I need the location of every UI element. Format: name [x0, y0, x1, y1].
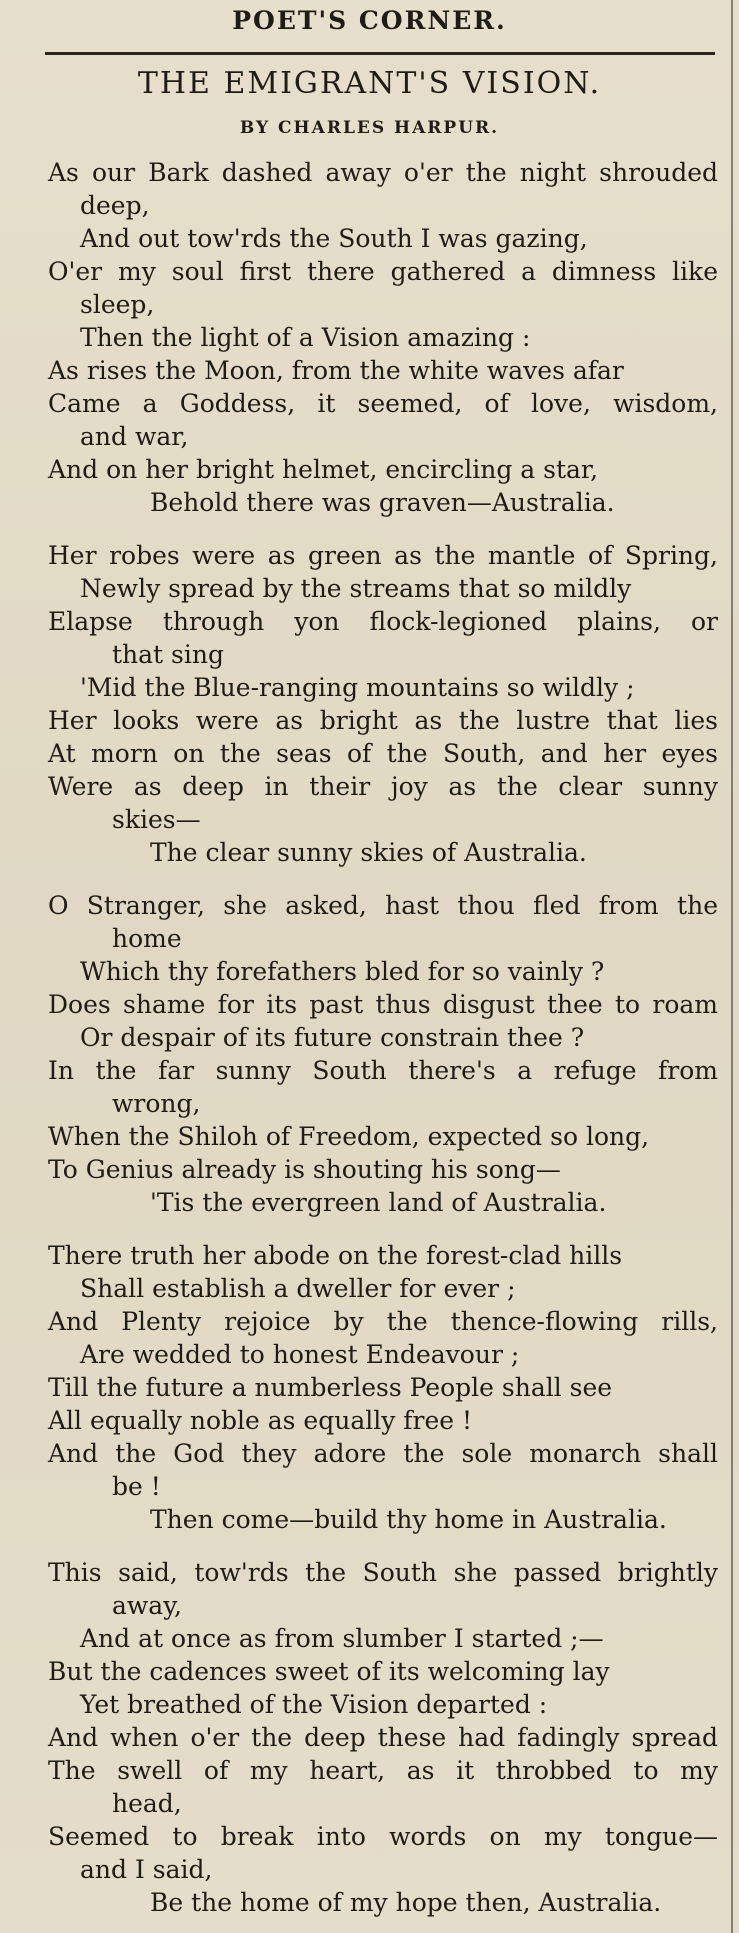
poem-line: Newly spread by the streams that so mildly [80, 574, 632, 603]
poem-line: When the Shiloh of Freedom, expected so long, [48, 1122, 650, 1151]
poem-line: The clear sunny skies of Australia. [150, 838, 587, 867]
poem-line: Came a Goddess, it seemed, of love, wisdom, [48, 389, 718, 418]
poem-line: There truth her abode on the forest-clad hills [48, 1241, 623, 1270]
poem-line: And on her bright helmet, encircling a star, [48, 455, 599, 484]
poem-line: At morn on the seas of the South, and her eyes [48, 739, 718, 768]
poem-title: THE EMIGRANT'S VISION. [137, 66, 602, 101]
poem-line: And out tow'rds the South I was gazing, [80, 224, 588, 253]
poem-line: And Plenty rejoice by the thence-flowing rills, [48, 1307, 718, 1336]
poem-line: home [112, 924, 182, 953]
poem-line: This said, tow'rds the South she passed brightly [48, 1558, 718, 1587]
poem-line: And when o'er the deep these had fadingly spread [48, 1723, 718, 1752]
poem-line: Her looks were as bright as the lustre that lies [48, 706, 718, 735]
poem-line: and war, [80, 422, 189, 451]
poem-line: deep, [80, 191, 150, 220]
poem-line: The swell of my heart, as it throbbed to my [48, 1756, 718, 1785]
poem-line: away, [112, 1591, 182, 1620]
poem-line: Elapse through yon flock-legioned plains, or [48, 607, 718, 636]
poem-line: O'er my soul first there gathered a dimness like [48, 257, 718, 286]
poem-line: All equally noble as equally free ! [48, 1406, 473, 1435]
poem-line: Are wedded to honest Endeavour ; [80, 1340, 520, 1369]
poem-line: As our Bark dashed away o'er the night shrouded [48, 158, 718, 187]
poem-line: wrong, [112, 1089, 201, 1118]
poem-line: Which thy forefathers bled for so vainly ? [80, 957, 605, 986]
column-rule [731, 0, 733, 1933]
poem-line: And the God they adore the sole monarch shall [48, 1439, 718, 1468]
poem-line: Till the future a numberless People shall see [48, 1373, 613, 1402]
poem-line: Then the light of a Vision amazing : [80, 323, 531, 352]
poem-line: Seemed to break into words on my tongue— [48, 1822, 718, 1851]
poem-line: 'Mid the Blue-ranging mountains so wildly ; [80, 673, 635, 702]
poem-line: head, [112, 1789, 182, 1818]
section-title: POET'S CORNER. [232, 6, 507, 35]
poem-line: and I said, [80, 1855, 213, 1884]
poem-line: 'Tis the evergreen land of Australia. [150, 1188, 607, 1217]
poem-line: Her robes were as green as the mantle of Spring, [48, 541, 718, 570]
poem-line: To Genius already is shouting his song— [48, 1155, 561, 1184]
poem-line: Does shame for its past thus disgust thee to roam [48, 990, 718, 1019]
poem-line: Shall establish a dweller for ever ; [80, 1274, 516, 1303]
byline: BY CHARLES HARPUR. [239, 118, 500, 138]
poem-line: Were as deep in their joy as the clear sunny [48, 772, 718, 801]
poem-line: skies— [112, 805, 201, 834]
poem-line: O Stranger, she asked, hast thou fled from the [48, 891, 718, 920]
poem-line: As rises the Moon, from the white waves afar [48, 356, 624, 385]
poem-line: But the cadences sweet of its welcoming lay [48, 1657, 610, 1686]
poem-line: Yet breathed of the Vision departed : [80, 1690, 548, 1719]
poem-line: be ! [112, 1472, 161, 1501]
poem-line: Behold there was graven—Australia. [150, 488, 615, 517]
poem-line: Or despair of its future constrain thee ? [80, 1023, 585, 1052]
poem-line: And at once as from slumber I started ;— [80, 1624, 604, 1653]
poem-line: Then come—build thy home in Australia. [150, 1505, 667, 1534]
poem-line: sleep, [80, 290, 155, 319]
poem-line: that sing [112, 640, 224, 669]
poem-line: Be the home of my hope then, Australia. [150, 1888, 662, 1917]
poem-line: In the far sunny South there's a refuge from [48, 1056, 718, 1085]
title-divider [45, 52, 715, 55]
